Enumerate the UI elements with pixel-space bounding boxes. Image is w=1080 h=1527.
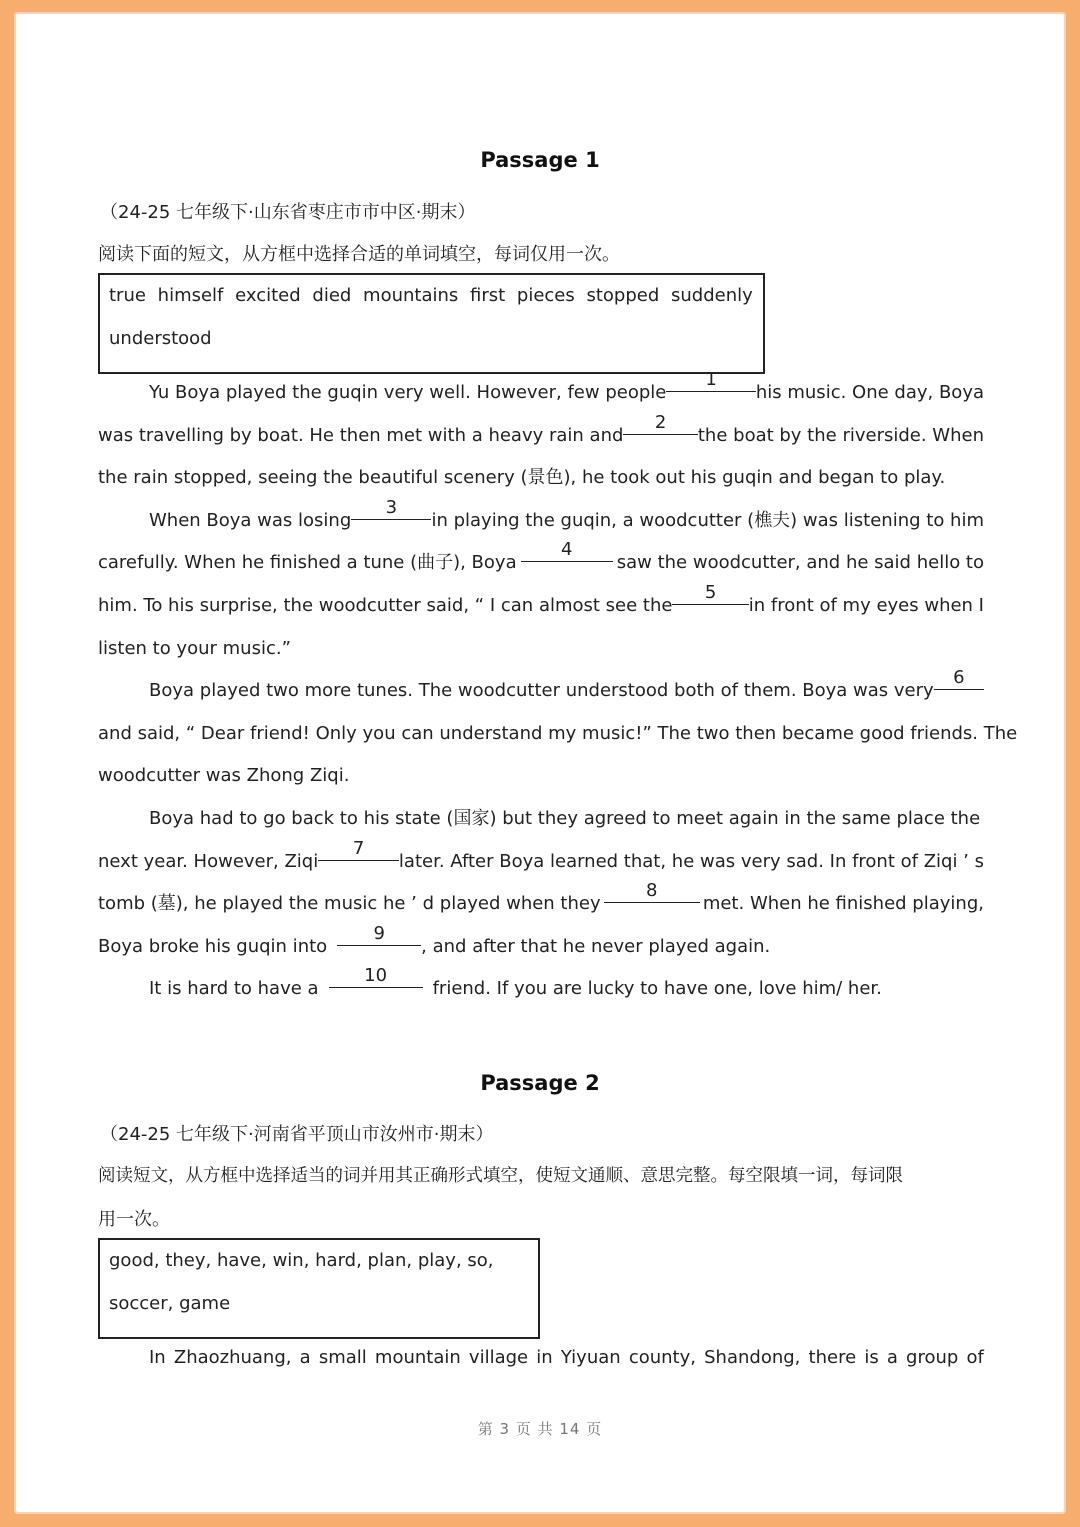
passage-2-word-box bbox=[98, 1238, 540, 1339]
text-line bbox=[98, 755, 984, 798]
answer-blank-7[interactable]: 7 bbox=[318, 839, 399, 861]
text-segment: friend. If you are lucky to have one, love him/ her. bbox=[432, 978, 882, 1000]
text-segment: It is hard to have a bbox=[149, 978, 319, 1000]
text-line bbox=[98, 411, 984, 458]
text-line bbox=[98, 922, 984, 969]
text-line bbox=[98, 496, 984, 543]
text-segment: his music. One day, Boya bbox=[755, 382, 984, 403]
answer-blank-4[interactable]: 4 bbox=[521, 540, 613, 562]
text-segment: next year. However, Ziqi bbox=[98, 850, 319, 872]
passage-1-source: （24-25 七年级下·山东省枣庄市市中区·期末） bbox=[100, 202, 476, 223]
answer-blank-5[interactable]: 5 bbox=[672, 583, 748, 605]
text-segment: him. To his surprise, the woodcutter said, “ I can almost see the bbox=[98, 594, 673, 616]
passage-1-text bbox=[98, 369, 1018, 1011]
text-line bbox=[98, 965, 984, 1011]
word: Yiyuan bbox=[560, 1347, 621, 1368]
text-segment: , and after that he never played again. bbox=[421, 935, 771, 957]
text-line bbox=[98, 628, 984, 671]
text-line bbox=[98, 1337, 984, 1380]
word: small bbox=[318, 1347, 367, 1368]
answer-blank-9[interactable]: 9 bbox=[337, 924, 421, 946]
word: of bbox=[966, 1347, 984, 1368]
word: Zhaozhuang, bbox=[173, 1347, 292, 1368]
text-segment: When Boya was losing bbox=[149, 509, 352, 531]
word: In bbox=[149, 1347, 166, 1368]
page-number-footer: 第 3 页 共 14 页 bbox=[477, 1420, 603, 1438]
text-segment: Yu Boya played the guqin very well. However, few people bbox=[149, 382, 667, 403]
word: mountain bbox=[374, 1347, 461, 1368]
word: there bbox=[808, 1347, 857, 1368]
answer-blank-6[interactable]: 6 bbox=[934, 668, 984, 690]
text-segment: carefully. When he finished a tune (曲子), Boya bbox=[98, 552, 517, 574]
passage-2-text bbox=[98, 1337, 984, 1380]
word-box-line: true himself excited died mountains first pieces stopped suddenly bbox=[109, 285, 753, 306]
word: county, bbox=[628, 1347, 696, 1368]
answer-blank-2[interactable]: 2 bbox=[623, 413, 697, 435]
answer-blank-8[interactable]: 8 bbox=[604, 881, 700, 903]
text-segment: and said, “ Dear friend! Only you can understand my music!” The two then became good friends. The bbox=[98, 722, 1018, 744]
answer-blank-3[interactable]: 3 bbox=[351, 498, 431, 520]
text-segment: tomb (墓), he played the music he ’ d played when they bbox=[98, 893, 601, 915]
word: group bbox=[906, 1347, 959, 1368]
word-box-line: understood bbox=[109, 327, 212, 349]
word: in bbox=[536, 1347, 553, 1368]
text-segment: listen to your music.” bbox=[98, 637, 291, 659]
text-segment: saw the woodcutter, and he said hello to bbox=[616, 552, 984, 574]
text-segment: the boat by the riverside. When bbox=[697, 424, 984, 446]
word-box-line: soccer, game bbox=[109, 1292, 231, 1314]
text-line bbox=[98, 581, 984, 628]
text-line bbox=[98, 457, 984, 500]
text-segment: in front of my eyes when I bbox=[748, 594, 984, 616]
passage-2-instruction: 阅读短文，从方框中选择适当的词并用其正确形式填空，使短文通顺、意思完整。每空限填一词，每词限 bbox=[98, 1166, 903, 1186]
text-line bbox=[98, 837, 984, 884]
passage-2-instruction-cont: 用一次。 bbox=[98, 1209, 170, 1230]
text-line bbox=[98, 369, 984, 415]
word: village bbox=[468, 1347, 529, 1368]
text-line bbox=[98, 539, 984, 585]
word-box-line: good, they, have, win, hard, plan, play, so, bbox=[109, 1250, 494, 1271]
text-segment: Boya played two more tunes. The woodcutter understood both of them. Boya was very bbox=[149, 680, 934, 702]
passage-2-source: （24-25 七年级下·河南省平顶山市汝州市·期末） bbox=[100, 1124, 494, 1145]
text-line bbox=[98, 667, 984, 713]
text-line bbox=[98, 713, 1018, 756]
text-line bbox=[98, 880, 984, 926]
text-segment: met. When he finished playing, bbox=[702, 893, 984, 915]
text-segment: later. After Boya learned that, he was very sad. In front of Ziqi ’ s bbox=[398, 850, 984, 872]
text-segment: was travelling by boat. He then met with a heavy rain and bbox=[98, 424, 624, 446]
passage-1-word-box bbox=[98, 273, 765, 374]
text-segment: Boya broke his guqin into bbox=[98, 935, 328, 957]
text-segment: Boya had to go back to his state (国家) but they agreed to meet again in the same place the bbox=[149, 807, 981, 829]
passage-1-instruction: 阅读下面的短文，从方框中选择合适的单词填空，每词仅用一次。 bbox=[98, 244, 620, 265]
text-segment: in playing the guqin, a woodcutter (樵夫) was listening to him bbox=[431, 509, 984, 531]
word: Shandong, bbox=[704, 1347, 801, 1368]
word: is bbox=[864, 1347, 879, 1368]
word: a bbox=[886, 1347, 898, 1368]
answer-blank-1[interactable]: 1 bbox=[666, 370, 756, 392]
passage-2-title: Passage 2 bbox=[480, 1071, 600, 1095]
word: a bbox=[299, 1347, 311, 1368]
answer-blank-10[interactable]: 10 bbox=[329, 966, 423, 988]
passage-1-title: Passage 1 bbox=[480, 148, 600, 172]
text-segment: the rain stopped, seeing the beautiful scenery (景色), he took out his guqin and began to play. bbox=[98, 467, 946, 489]
text-line bbox=[98, 798, 984, 841]
text-segment: woodcutter was Zhong Ziqi. bbox=[98, 765, 350, 787]
